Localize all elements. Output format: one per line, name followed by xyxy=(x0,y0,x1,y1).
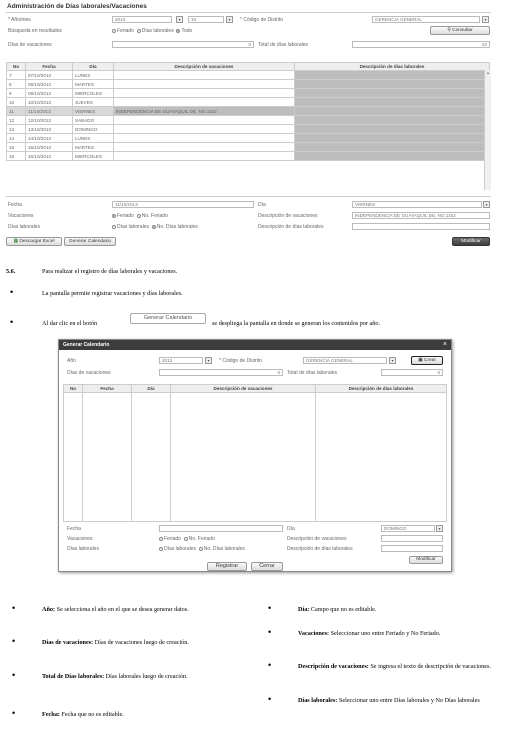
cell-fecha: 15/10/2013 xyxy=(26,143,73,152)
save-icon: ▣ xyxy=(418,358,424,363)
cell-no: 15 xyxy=(7,143,26,152)
generar-calendario-button[interactable]: Generar Calendario xyxy=(64,237,116,246)
dlg-col-no: No xyxy=(64,385,83,393)
cell-desc-vacaciones xyxy=(114,152,295,161)
dlg-total-label: Total de días laborales xyxy=(287,370,338,376)
table-row[interactable] xyxy=(7,116,490,125)
bullet-term: Descripción de vacaciones: xyxy=(298,663,369,670)
bullet-term: Vacaciones: xyxy=(298,630,330,637)
dlg-radio-no-feriado-label: No. Feriado xyxy=(188,536,215,542)
codigo-select[interactable]: GERENCIA GENERAL xyxy=(372,16,480,23)
cell-fecha: 14/10/2013 xyxy=(26,134,73,143)
bullet-item xyxy=(42,606,240,614)
cell-fecha: 09/10/2013 xyxy=(26,89,73,98)
cell-desc-vacaciones xyxy=(114,98,295,107)
cell-desc-vacaciones: INDEPENDENCIA DE GUAYAQUIL DE, NO.1152 xyxy=(114,107,295,116)
generar-calendario-dialog xyxy=(58,339,452,572)
col-no: No xyxy=(7,63,26,71)
cell-dia: LUNES xyxy=(73,71,114,80)
cell-desc-dias xyxy=(295,125,490,134)
col-desc-dias: Descripción de días laborales xyxy=(295,63,490,71)
cell-desc-vacaciones xyxy=(114,134,295,143)
cell-fecha: 11/10/2013 xyxy=(26,107,73,116)
table-row[interactable] xyxy=(7,98,490,107)
section-text: Para realizar el registro de días laborales y vacaciones. xyxy=(42,268,178,275)
descargar-label: Descargar Excel xyxy=(19,239,55,244)
codigo-label: * Código de Distrito xyxy=(240,17,284,23)
dlg-table xyxy=(63,384,447,522)
desc-dias-field[interactable] xyxy=(352,223,490,230)
dlg-col-dia: Día xyxy=(132,385,171,393)
bullet-item xyxy=(42,639,240,647)
bullet-description: Seleccionar uno entre Feriado y No Feriado. xyxy=(329,630,441,637)
cell-desc-vacaciones xyxy=(114,80,295,89)
bullet-item xyxy=(42,711,240,719)
dlg-anio-select[interactable]: 2013 xyxy=(159,357,203,364)
col-dia: Día xyxy=(73,63,114,71)
radio-feriado-label: Feriado xyxy=(117,28,134,34)
radio-feriado[interactable] xyxy=(112,29,116,33)
dias-lab-label: Días laborales xyxy=(8,224,40,230)
cell-no: 8 xyxy=(7,80,26,89)
dlg-radio-group-vac xyxy=(159,536,215,542)
bullet-dot: • xyxy=(12,603,16,613)
dlg-col-desc-vac: Descripción de vacaciones xyxy=(171,385,316,393)
dlg-radio-feriado-label: Feriado xyxy=(164,536,181,542)
cell-desc-dias xyxy=(295,89,490,98)
dias-vacaciones-field: 0 xyxy=(112,41,254,48)
cell-no: 11 xyxy=(7,107,26,116)
dlg-radio-no-dias-lab-label: No. Días laborales xyxy=(203,546,245,552)
bullet-item xyxy=(298,663,492,671)
total-dias-field: 22 xyxy=(352,41,490,48)
bullet-description: Campo que no es editable. xyxy=(309,606,377,613)
bullet-term: Año: xyxy=(42,606,56,613)
table-scrollbar[interactable] xyxy=(484,70,491,190)
cell-fecha: 16/10/2013 xyxy=(26,152,73,161)
dlg-anio-label: Año xyxy=(67,358,76,364)
cerrar-button[interactable]: Cerrar xyxy=(251,562,283,571)
radio-group-vacaciones xyxy=(112,213,168,219)
dia-label: Día xyxy=(258,202,266,208)
radio-feriado-edit[interactable] xyxy=(112,214,116,218)
dlg-dia-select[interactable]: DOMINGO xyxy=(381,525,435,532)
vacaciones-label: Vacaciones xyxy=(8,213,34,219)
bullet-dot: • xyxy=(268,694,272,704)
dia-select[interactable]: VIERNES xyxy=(352,201,482,208)
cell-desc-dias xyxy=(295,80,490,89)
bullet-description: Seleccionar uno entre Días laborales y No Días laborales xyxy=(337,697,480,704)
radio-group-busqueda xyxy=(112,28,192,34)
table-row[interactable] xyxy=(7,134,490,143)
table-header-row xyxy=(7,63,490,71)
radio-group-dias-lab xyxy=(112,224,198,230)
cell-no: 7 xyxy=(7,71,26,80)
radio-dias-laborales[interactable] xyxy=(137,29,141,33)
dlg-radio-dias-lab[interactable] xyxy=(159,547,163,551)
crear-button[interactable] xyxy=(411,356,443,365)
dialog-title: Generar Calendario xyxy=(59,340,451,350)
col-fecha: Fecha xyxy=(26,63,73,71)
col-desc-vacaciones: Descripción de vacaciones xyxy=(114,63,295,71)
table-row[interactable] xyxy=(7,80,490,89)
dlg-table-header-row xyxy=(64,385,447,393)
inline-generar-button-image: Generar Calendario xyxy=(130,313,206,324)
codigo-dropdown-icon[interactable]: ▾ xyxy=(482,16,489,23)
desc-vac-field[interactable]: INDEPENDENCIA DE GUAYAQUIL DE, NO.1152 xyxy=(352,212,490,219)
bullet-description: Días de vacaciones luego de creación. xyxy=(93,639,189,646)
table-row[interactable] xyxy=(7,107,490,116)
radio-no-dias-lab-label: No. Días laborales xyxy=(156,224,198,230)
bullet-description: Fecha que no es editable. xyxy=(59,711,124,718)
dlg-radio-no-feriado[interactable] xyxy=(184,537,188,541)
scroll-up-icon[interactable]: ▴ xyxy=(486,70,489,75)
bullet-description: Se selecciona el año en el que se desea generar datos. xyxy=(55,606,189,613)
cell-fecha: 10/10/2013 xyxy=(26,98,73,107)
cell-desc-vacaciones xyxy=(114,116,295,125)
dlg-fecha-field xyxy=(159,525,283,532)
bullet-dot: • xyxy=(12,670,16,680)
cell-desc-vacaciones xyxy=(114,71,295,80)
radio-no-dias-lab[interactable] xyxy=(152,225,156,229)
anio-select[interactable]: 2013 xyxy=(112,16,172,23)
bullet-item xyxy=(298,697,492,705)
dlg-dias-vac-label: Días de vacaciones xyxy=(67,370,111,376)
bullet-dot: • xyxy=(12,708,16,718)
radio-no-feriado-label: No. Feriado xyxy=(141,213,168,219)
cell-dia: MIERCOLES xyxy=(73,89,114,98)
bullet-dot: • xyxy=(10,287,14,297)
dia-dropdown-icon[interactable]: ▾ xyxy=(483,201,490,208)
cell-desc-dias xyxy=(295,134,490,143)
table-row[interactable] xyxy=(7,125,490,134)
cell-dia: MARTES xyxy=(73,80,114,89)
dlg-total-field: 0 xyxy=(381,369,443,376)
cell-dia: VIERNES xyxy=(73,107,114,116)
dlg-radio-no-dias-lab[interactable] xyxy=(199,547,203,551)
dlg-desc-vac-label: Descripción de vacaciones xyxy=(287,536,347,542)
cell-no: 9 xyxy=(7,89,26,98)
cell-fecha: 07/10/2013 xyxy=(26,71,73,80)
cell-no: 14 xyxy=(7,134,26,143)
cell-desc-dias xyxy=(295,98,490,107)
dlg-codigo-dropdown-icon[interactable]: ▾ xyxy=(389,357,396,364)
modificar-button[interactable]: Modificar xyxy=(452,237,490,246)
cell-desc-vacaciones xyxy=(114,143,295,152)
close-icon[interactable]: × xyxy=(442,341,447,348)
table-row[interactable] xyxy=(7,143,490,152)
dlg-desc-dias-label: Descripción de días laborales xyxy=(287,546,353,552)
dlg-dia-label: Día xyxy=(287,526,295,532)
dlg-radio-dias-lab-label: Días laborales xyxy=(164,546,196,552)
bullet-term: Día: xyxy=(298,606,310,613)
dlg-dias-vac-field: 0 xyxy=(159,369,283,376)
bullet-dot: • xyxy=(12,636,16,646)
crear-label: Crear xyxy=(423,358,436,363)
cell-no: 10 xyxy=(7,98,26,107)
dlg-radio-group-dias xyxy=(159,546,245,552)
table-row[interactable] xyxy=(7,71,490,80)
cell-dia: DOMINGO xyxy=(73,125,114,134)
bullet1-text: La pantalla permite registrar vacaciones y días laborales. xyxy=(42,290,183,297)
cell-dia: SABADO xyxy=(73,116,114,125)
desc-vac-label: Descripción de vacaciones xyxy=(258,213,318,219)
total-dias-label: Total de días laborales xyxy=(258,42,309,48)
radio-todo[interactable] xyxy=(176,29,180,33)
desc-dias-label: Descripción de días laborales xyxy=(258,224,324,230)
table-row xyxy=(64,393,447,522)
fecha-field: 11/10/2013 xyxy=(112,201,254,208)
dlg-fecha-label: Fecha xyxy=(67,526,81,532)
anio-dropdown-icon[interactable]: ▾ xyxy=(176,16,183,23)
bullet-dot: • xyxy=(268,660,272,670)
bullet-term: Días laborales: xyxy=(298,697,338,704)
cell-desc-vacaciones xyxy=(114,89,295,98)
edit-divider xyxy=(6,196,491,197)
radio-dias-lab-edit[interactable] xyxy=(112,225,116,229)
consultar-label: Consultar xyxy=(452,28,473,33)
bullet-description: Se ingresa el texto de descripción de vacaciones. xyxy=(368,663,491,670)
radio-feriado-edit-label: Feriado xyxy=(117,213,134,219)
radio-todo-label: Todo xyxy=(181,28,193,34)
table-row[interactable] xyxy=(7,152,490,161)
registrar-button[interactable]: Registrar xyxy=(207,562,247,571)
cell-fecha: 08/10/2013 xyxy=(26,80,73,89)
dlg-dias-lab-label: Días laborales xyxy=(67,546,99,552)
busqueda-label: Búsqueda en resultados xyxy=(8,28,62,34)
cell-dia: MARTES xyxy=(73,143,114,152)
cell-dia: LUNES xyxy=(73,134,114,143)
cell-desc-vacaciones xyxy=(114,125,295,134)
bullet-item xyxy=(298,606,492,614)
dlg-desc-vac-field[interactable] xyxy=(381,535,443,542)
bullet-item xyxy=(42,673,240,681)
excel-icon: ▦ xyxy=(13,239,20,244)
dlg-col-fecha: Fecha xyxy=(83,385,132,393)
dlg-codigo-select[interactable]: GERENCIA GENERAL xyxy=(303,357,387,364)
cell-dia: MIERCOLES xyxy=(73,152,114,161)
cell-desc-dias xyxy=(295,71,490,80)
consultar-button[interactable] xyxy=(430,26,490,35)
bullet-dot: • xyxy=(268,627,272,637)
cell-desc-dias xyxy=(295,143,490,152)
cell-no: 12 xyxy=(7,116,26,125)
cell-no: 16 xyxy=(7,152,26,161)
cell-desc-dias xyxy=(295,107,490,116)
dlg-dia-dropdown-icon[interactable]: ▾ xyxy=(436,525,443,532)
dlg-anio-dropdown-icon[interactable]: ▾ xyxy=(205,357,212,364)
search-icon: ⚲ xyxy=(447,28,453,33)
bullet-dot: • xyxy=(268,603,272,613)
dlg-vacaciones-label: Vacaciones xyxy=(67,536,93,542)
radio-dias-lab-edit-label: Días laborales xyxy=(117,224,149,230)
bullet2-text-a: Al dar clic en el botón xyxy=(42,320,98,327)
dlg-radio-feriado[interactable] xyxy=(159,537,163,541)
section-number: 5.6. xyxy=(6,268,16,275)
cell-desc-dias xyxy=(295,152,490,161)
bullet-term: Fecha: xyxy=(42,711,60,718)
radio-dias-laborales-label: Días laborales xyxy=(141,28,174,34)
bullet-item xyxy=(298,630,492,638)
cell-desc-dias xyxy=(295,116,490,125)
descargar-excel-button[interactable] xyxy=(6,237,62,246)
dlg-col-desc-dias: Descripción de días laborales xyxy=(316,385,447,393)
cell-dia: JUEVES xyxy=(73,98,114,107)
mes-select[interactable]: 10 xyxy=(188,16,224,23)
radio-no-feriado[interactable] xyxy=(137,214,141,218)
table-row[interactable] xyxy=(7,89,490,98)
page-title: Administración de Días laborales/Vacaciones xyxy=(7,3,147,10)
bullet-term: Días de vacaciones: xyxy=(42,639,94,646)
anio-label: * Año/mes xyxy=(8,17,31,23)
dias-table xyxy=(6,62,490,161)
mes-dropdown-icon[interactable]: ▾ xyxy=(226,16,233,23)
cell-fecha: 13/10/2013 xyxy=(26,125,73,134)
dias-vacaciones-label: Días de vacaciones xyxy=(8,42,52,48)
bullet-description: Días laborales luego de creación. xyxy=(104,673,188,680)
bullet-dot: • xyxy=(10,317,14,327)
cell-fecha: 12/10/2013 xyxy=(26,116,73,125)
dlg-codigo-label: * Código de Distrito xyxy=(219,358,263,364)
fecha-label: Fecha xyxy=(8,202,22,208)
dlg-modificar-button[interactable]: Modificar xyxy=(409,556,443,564)
cell-no: 13 xyxy=(7,125,26,134)
bullet-term: Total de Días laborales: xyxy=(42,673,105,680)
title-divider xyxy=(6,12,491,13)
dlg-desc-dias-field[interactable] xyxy=(381,545,443,552)
bullet2-text-b: se despliega la pantalla en donde se generan los contenidos por año. xyxy=(212,320,381,327)
